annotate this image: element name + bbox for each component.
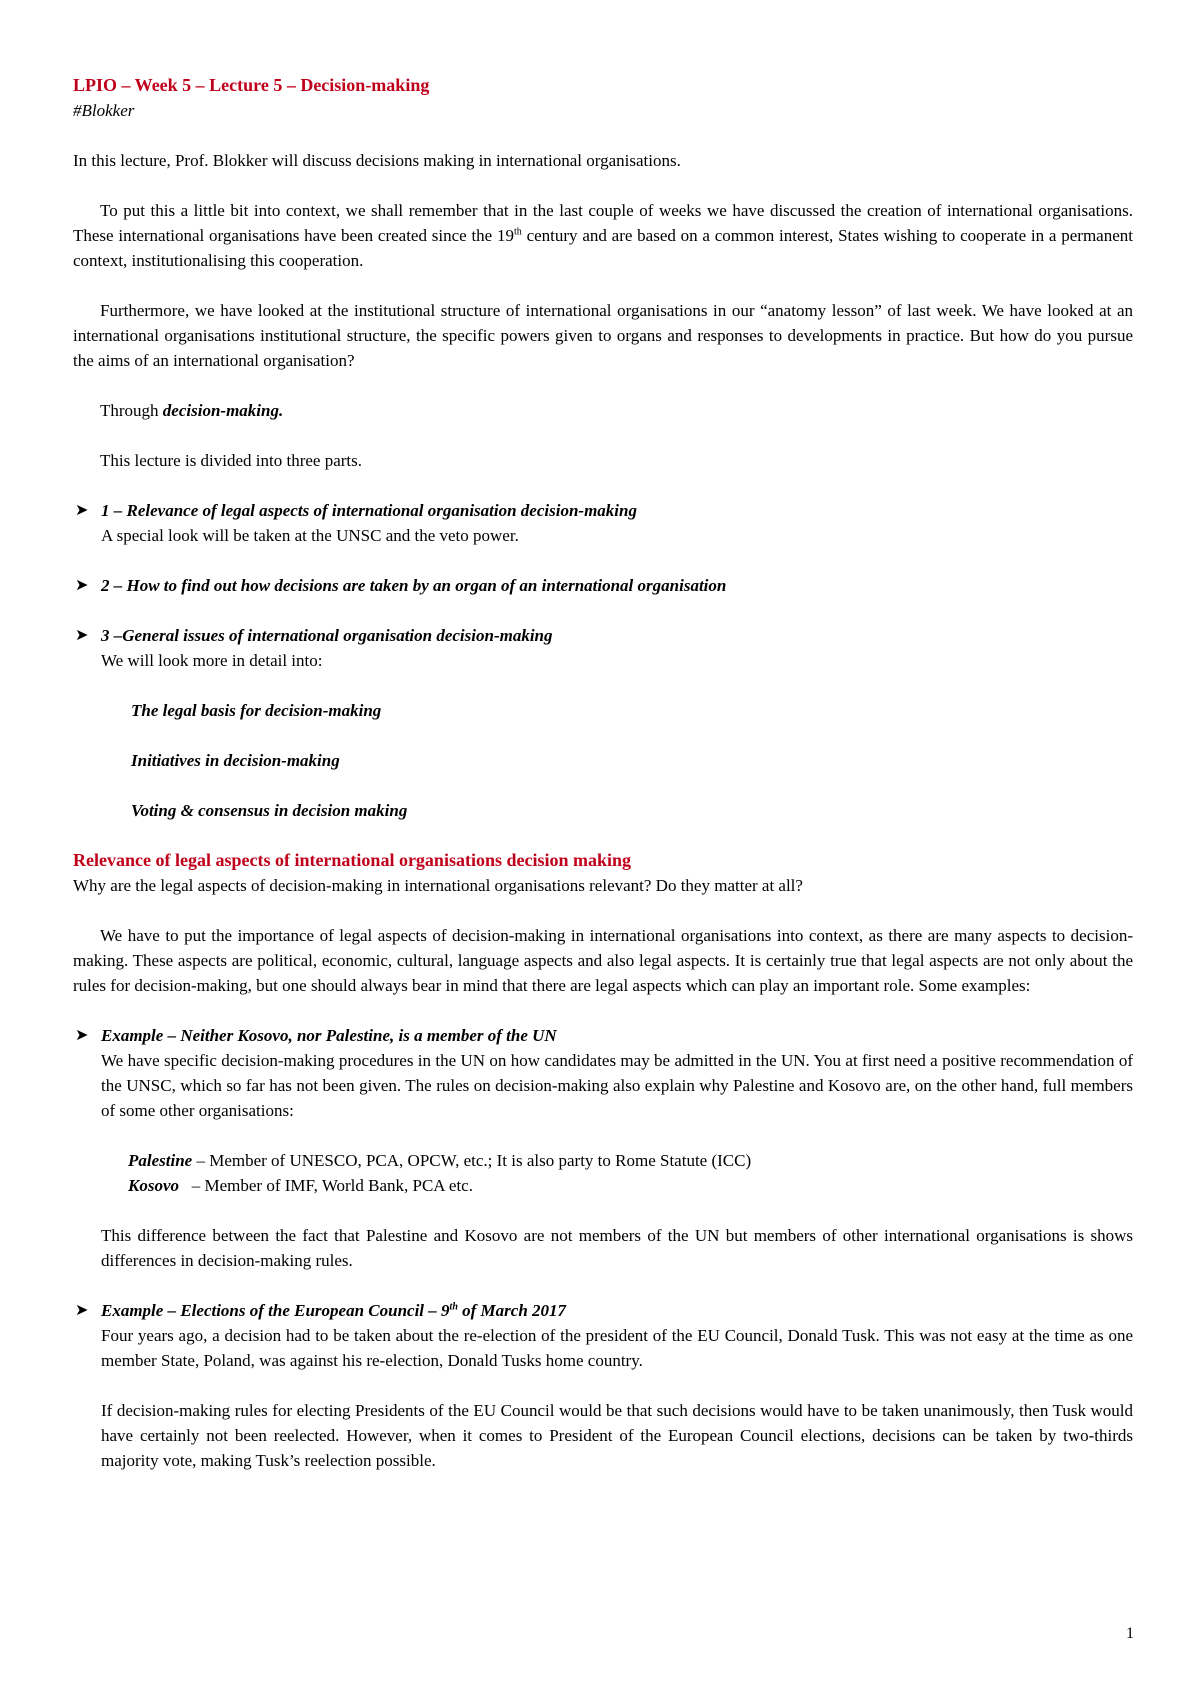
- document-title: LPIO – Week 5 – Lecture 5 – Decision-making: [73, 75, 430, 95]
- example-2-text: Four years ago, a decision had to be taken about the re-election of the president of the EU Council, Donald Tusk. This was not easy at the time as one member State, Poland, was against his re-election, Donald Tusks home country.: [101, 1326, 1133, 1370]
- example-1-conclusion: This difference between the fact that Palestine and Kosovo are not members of the UN but members of other international organisations is shows differences in decision-making rules.: [101, 1226, 1133, 1270]
- arrow-bullet-icon: ➤: [75, 1302, 89, 1319]
- intro-paragraph: In this lecture, Prof. Blokker will discuss decisions making in international organisations.: [73, 151, 681, 170]
- context-paragraph-2: Furthermore, we have looked at the institutional structure of international organisations in our “anatomy lesson” of last week. We have looked at an international organisations institutional structure, the specific powers given to organs and responses to developments in practice. But how do you pursue the aims of an international organisation?: [73, 301, 1133, 370]
- subtopic-voting: Voting & consensus in decision making: [131, 801, 408, 820]
- example-1-text: We have specific decision-making procedures in the UN on how candidates may be admitted in the UN. You at first need a positive recommendation of the UNSC, which so far has not been given. The rules on decision-making also explain why Palestine and Kosovo are, on the other hand, full members of some other organisations:: [101, 1051, 1133, 1120]
- subtopic-initiatives: Initiatives in decision-making: [131, 751, 340, 770]
- page-number: 1: [1126, 1625, 1134, 1642]
- example-2-heading: Example – Elections of the European Council – 9th of March 2017: [101, 1301, 567, 1320]
- example-1-item: [73, 1023, 1133, 1273]
- part-1-text: A special look will be taken at the UNSC and the veto power.: [101, 526, 519, 545]
- arrow-bullet-icon: ➤: [75, 627, 89, 644]
- kosovo-line: Kosovo – Member of IMF, World Bank, PCA etc.: [128, 1176, 473, 1195]
- subtopic-legal-basis: The legal basis for decision-making: [131, 701, 382, 720]
- author-tag: #Blokker: [73, 101, 135, 120]
- arrow-bullet-icon: ➤: [75, 577, 89, 594]
- section-paragraph: We have to put the importance of legal aspects of decision-making in international organisations into context, as there are many aspects to decision-making. These aspects are political, economic, cultural, language aspects and also legal aspects. It is certainly true that legal aspects are not only about the rules for decision-making, but one should always bear in mind that there are legal aspects which can play an important role. Some examples:: [73, 926, 1133, 995]
- part-2-item: [73, 573, 1133, 598]
- section-heading: Relevance of legal aspects of international organisations decision making: [73, 850, 631, 870]
- example-2-paragraph: If decision-making rules for electing Presidents of the EU Council would be that such decisions would have to be taken unanimously, then Tusk would have certainly not been reelected. However, when it comes to President of the European Council elections, decisions can be taken by two-thirds majority vote, making Tusk’s reelection possible.: [101, 1401, 1133, 1470]
- through-line: Through decision-making.: [100, 401, 284, 420]
- part-2-heading: 2 – How to find out how decisions are taken by an organ of an international organisation: [101, 576, 727, 595]
- part-3-heading: 3 –General issues of international organisation decision-making: [101, 626, 553, 645]
- example-2-item: [73, 1298, 1133, 1473]
- document-page: [73, 72, 1133, 1473]
- arrow-bullet-icon: ➤: [75, 502, 89, 519]
- section-question: Why are the legal aspects of decision-making in international organisations relevant? Do they matter at all?: [73, 876, 803, 895]
- part-1-item: [73, 498, 1133, 548]
- divided-line: This lecture is divided into three parts.: [100, 451, 363, 470]
- part-1-heading: 1 – Relevance of legal aspects of international organisation decision-making: [101, 501, 637, 520]
- palestine-line: Palestine – Member of UNESCO, PCA, OPCW, etc.; It is also party to Rome Statute (ICC): [128, 1151, 752, 1170]
- example-1-heading: Example – Neither Kosovo, nor Palestine, is a member of the UN: [101, 1026, 557, 1045]
- arrow-bullet-icon: ➤: [75, 1027, 89, 1044]
- part-3-text: We will look more in detail into:: [101, 651, 323, 670]
- context-paragraph-1: To put this a little bit into context, we shall remember that in the last couple of weeks we have discussed the creation of international organisations. These international organisations have been created since the 19th century and are based on a common interest, States wishing to cooperate in a permanent context, institutionalising this cooperation.: [73, 201, 1133, 270]
- part-3-item: [73, 623, 1133, 673]
